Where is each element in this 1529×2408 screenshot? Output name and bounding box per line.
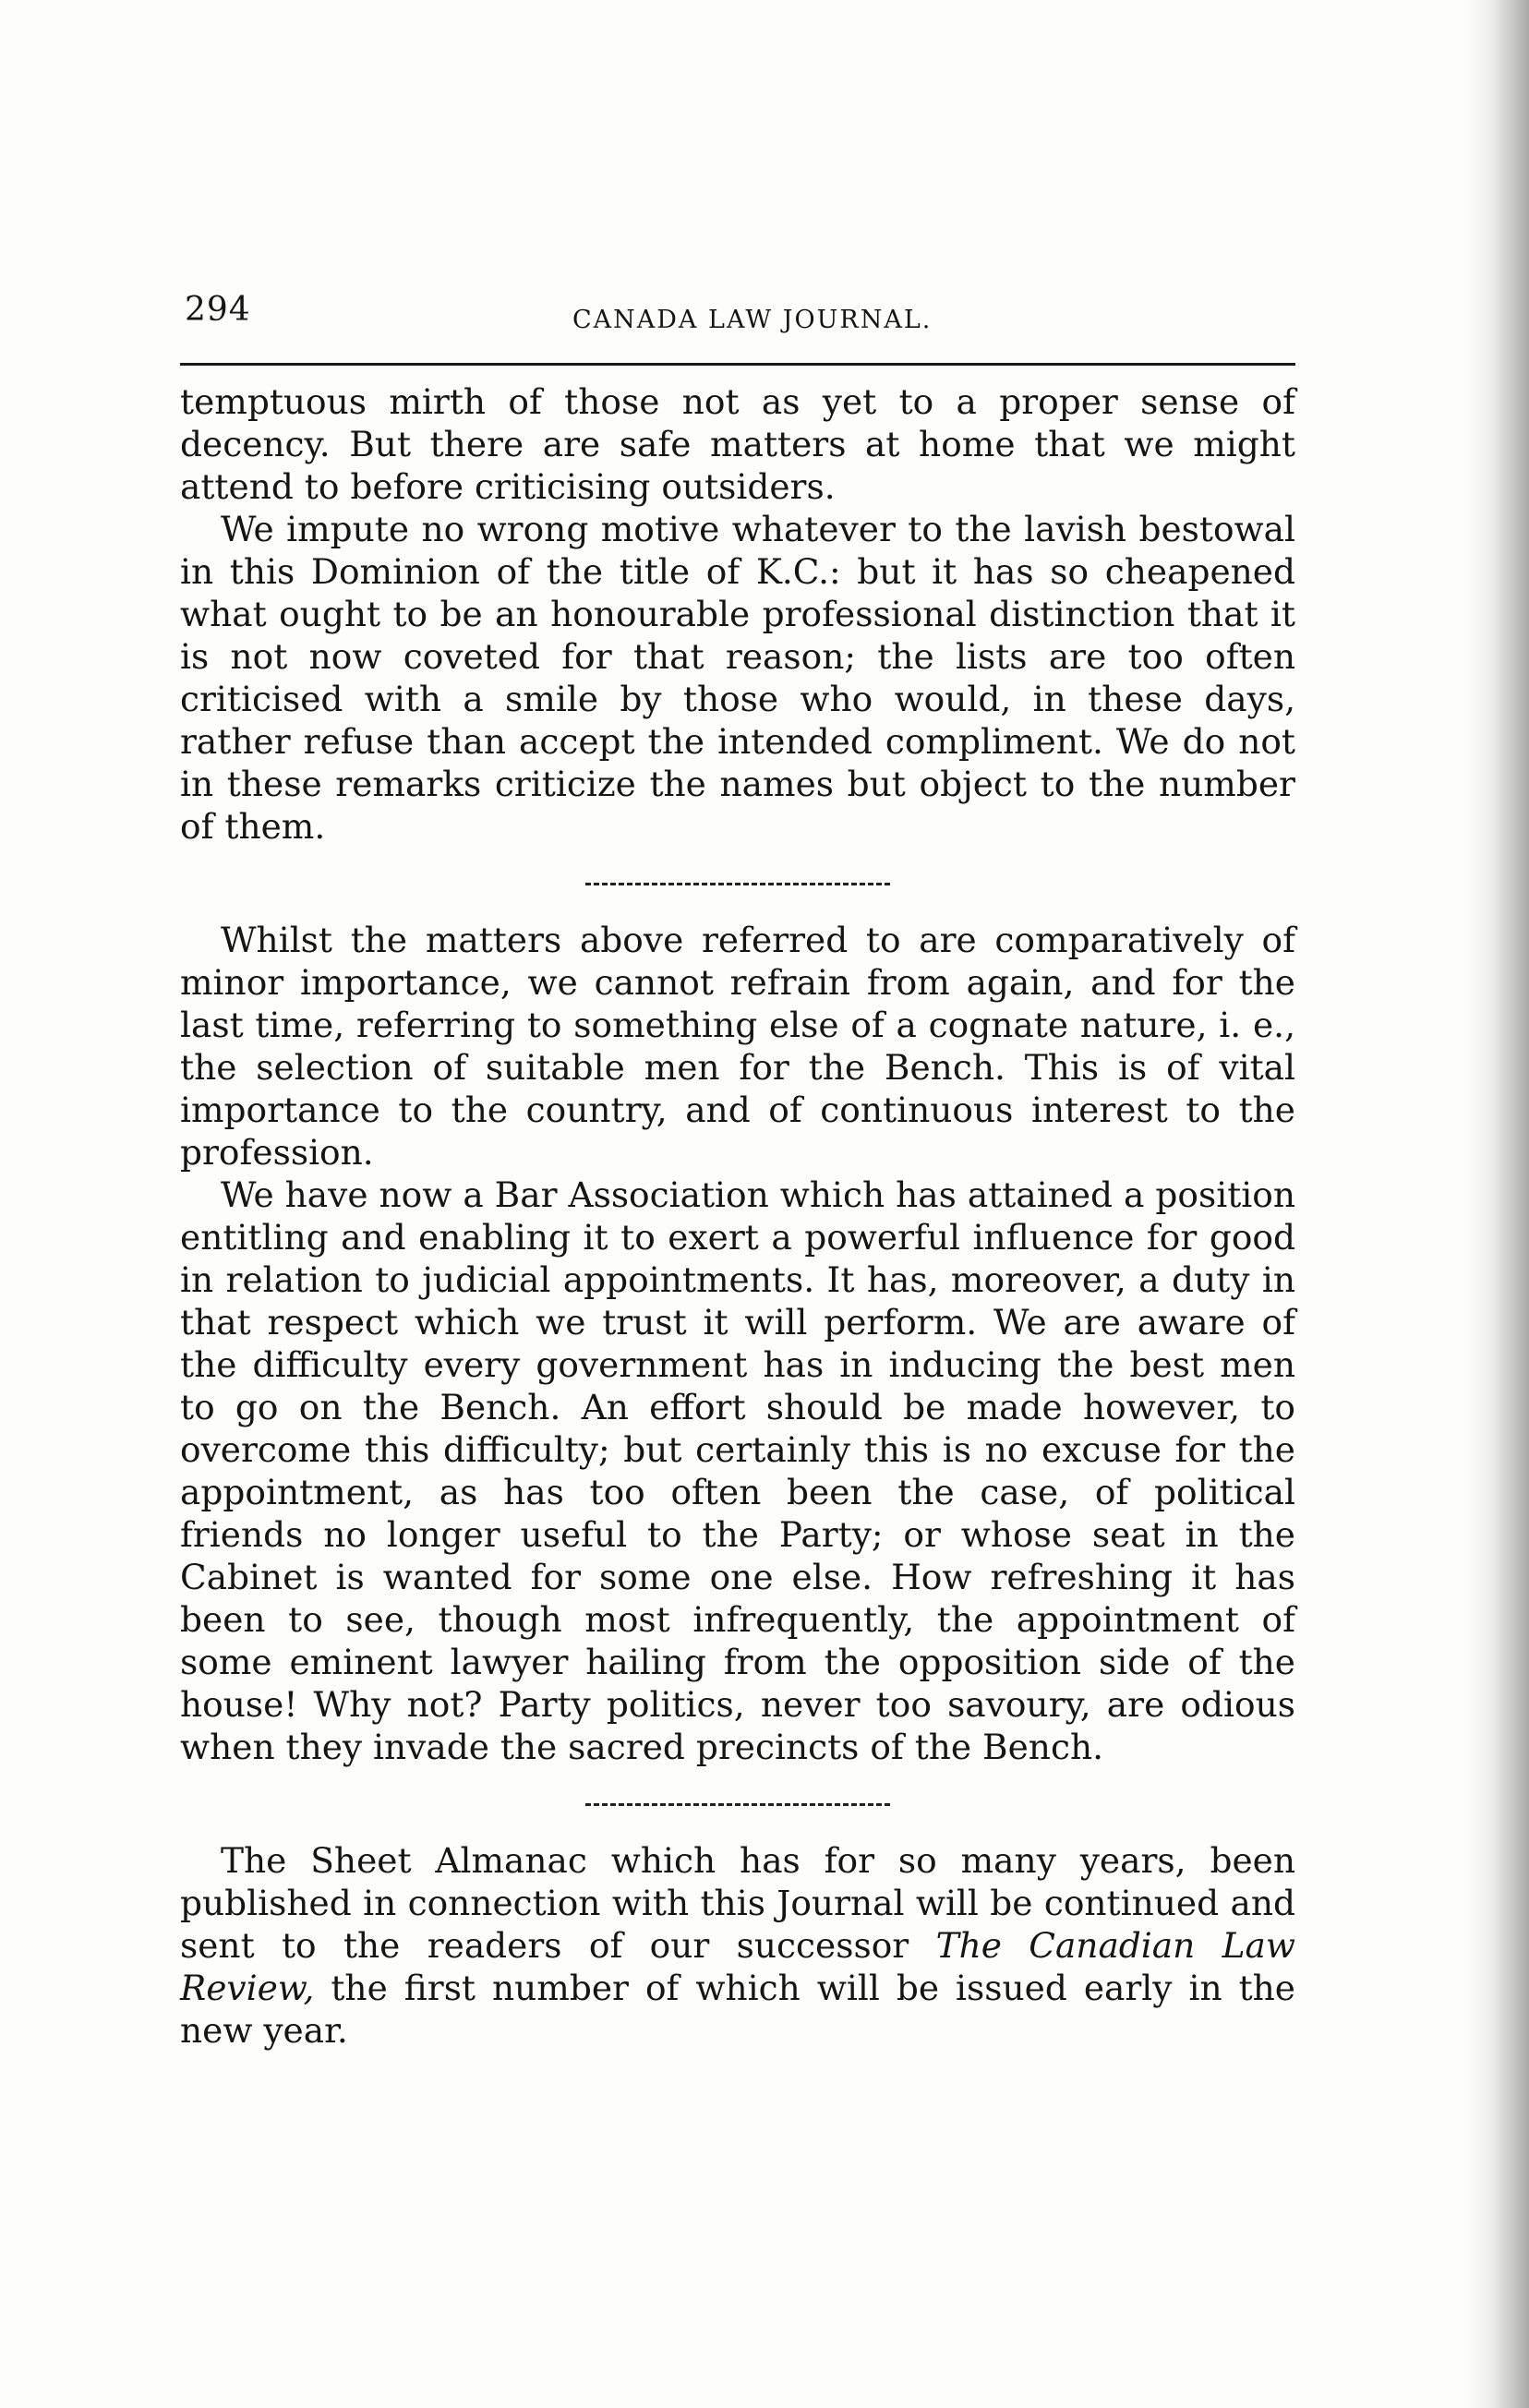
header-rule <box>180 363 1295 366</box>
paragraph-bar-association: We have now a Bar Association which has attained a position entitling and enabling it to exert a powerful influence for good in relation to judicial appointments. It has, moreover, a duty in that respect which we trust it will perform. We are aware of the difficulty every government has in inducing the best men to go on the Bench. An effort should be made however, to overcome this difficulty; but certainly this is no excuse for the appointment, as has too often been the case, of political friends no longer useful to the Party; or whose seat in the Cabinet is wanted for some one else. How refreshing it has been to see, though most infrequently, the appointment of some eminent lawyer hailing from the opposition side of the house! Why not? Party politics, never too savoury, are odious when they invade the sacred precincts of the Bench. <box>180 1174 1295 1767</box>
body-text <box>180 380 1295 2052</box>
section-divider <box>585 1803 890 1806</box>
paragraph-kc-title: We impute no wrong motive whatever to the lavish bestowal in this Dominion of the title of K.C.: but it has so cheapened what ought to be an honourable professional distinction that it is not now coveted for that reason; the lists are too often criticised with a smile by those who would, in these days, rather refuse than accept the intended compliment. We do not in these remarks criticize the names but object to the number of them. <box>180 509 1295 847</box>
successor-journal-title: The Canadian Law Review, <box>180 1925 1295 2008</box>
page-number: 294 <box>185 291 251 329</box>
almanac-text-end: the first number of which will be issued early in the new year. <box>180 1968 1295 2051</box>
paragraph-bench-selection: Whilst the matters above referred to are comparatively of minor importance, we cannot refrain from again, and for the last time, referring to something else of a cognate nature, i. e., the selection of suitable men for the Bench. This is of vital importance to the country, and of continuous interest to the profession. <box>180 920 1295 1173</box>
paragraph-sheet-almanac <box>180 1839 1295 2052</box>
running-head: CANADA LAW JOURNAL. <box>572 306 933 334</box>
paragraph-continued: temptuous mirth of those not as yet to a proper sense of decency. But there are safe matters at home that we might attend to before criticising outsiders. <box>180 381 1295 507</box>
almanac-text-start: The Sheet Almanac which has for so many years, been published in connection with this Journal will be continued and sent to the readers of our successor <box>180 1840 1295 1966</box>
page-header <box>185 291 1294 346</box>
section-divider <box>585 883 890 885</box>
page-edge-shadow <box>1464 0 1529 2408</box>
